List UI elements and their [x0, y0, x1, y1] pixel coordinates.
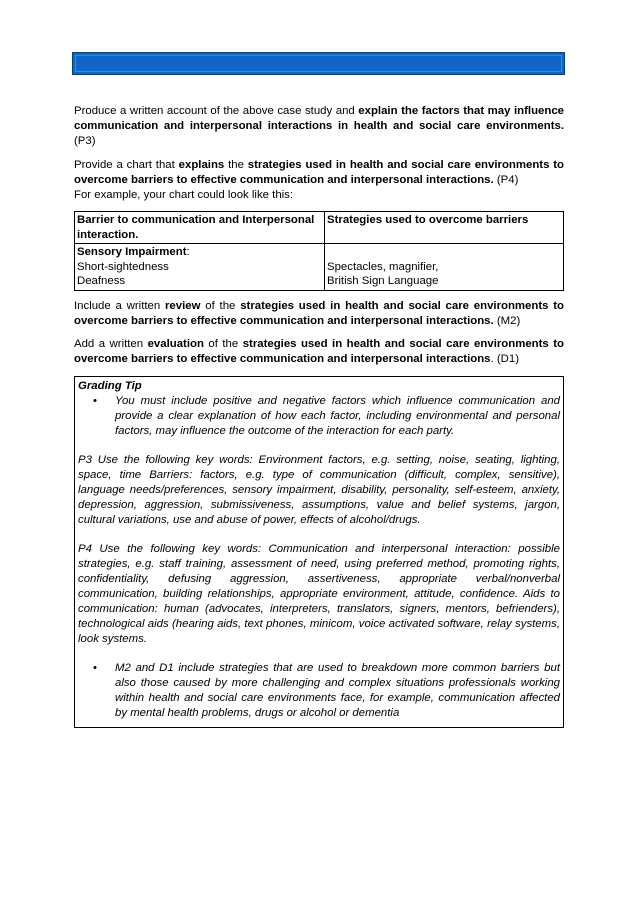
list-item	[93, 661, 560, 721]
document-body	[74, 104, 564, 728]
grading-tip-box	[74, 376, 564, 728]
example-chart-table	[74, 211, 564, 291]
grading-tip-title: Grading Tip	[78, 379, 142, 392]
task-p4: Provide a chart that explains the strategies used in health and social care environments to overcome barriers to effective communication and interpersonal interactions. (P4) For example, your chart could look like this:	[74, 158, 565, 202]
grading-tip-bullet-1: You must include positive and negative factors which influence communication and provide a clear explanation of how each factor, including environmental and personal factors, may influence the outcome of the interaction for each party.	[115, 394, 560, 437]
list-item	[93, 394, 560, 439]
task-p3: Produce a written account of the above case study and explain the factors that may influence communication and interpersonal interactions in health and social care environments. (P3)	[74, 105, 565, 148]
table-header-row	[75, 212, 564, 244]
table-header-strategies: Strategies used to overcome barriers	[325, 212, 564, 244]
task-d1: Add a written evaluation of the strategies used in health and social care environments to overcome barriers to effective communication and interpersonal interactions. (D1)	[74, 338, 564, 366]
table-row	[75, 244, 564, 291]
bullet-icon: •	[93, 661, 97, 674]
grading-tip-p4: P4 Use the following key words: Communication and interpersonal interaction: possible strategies, e.g. staff training, assessment of need, using preferred method, promoting rights, confidentiality, defusing aggression, assertiveness, appropriate verbal/nonverbal communication, building relationships, appropriate environment, attitude, confidence. Aids to communication: human (advocates, interpreters, translators, signers, mentors, befrienders), technological aids (hearing aids, text phones, minicom, voice activated software, relay systems, look systems.	[78, 542, 560, 645]
grading-tip-bullet-2: M2 and D1 include strategies that are used to breakdown more common barriers but also those caused by more challenging and complex situations professionals working within health and social care environments face, for example, communication affected by mental health problems, drugs or alcohol or dementia	[115, 661, 560, 719]
bullet-icon: •	[93, 394, 97, 407]
task-m2: Include a written review of the strategies used in health and social care environments to overcome barriers to effective communication and interpersonal interactions. (M2)	[74, 299, 565, 327]
grading-tip-p3: P3 Use the following key words: Environment factors, e.g. setting, noise, seating, lighting, space, time Barriers: factors, e.g. type of communication (difficult, complex, sensitive), language needs/preferences, sensory impairment, disability, personality, self-esteem, anxiety, depression, aggression, submissiveness, assumptions, value and belief systems, jargon, cultural variations, use and abuse of power, effects of alcohol/drugs.	[78, 453, 560, 526]
table-cell-strategies: Spectacles, magnifier, British Sign Language	[325, 244, 564, 291]
table-header-barrier: Barrier to communication and Interpersonal interaction.	[75, 212, 325, 244]
header-bar	[72, 52, 565, 75]
table-cell-barriers: Sensory Impairment: Short-sightedness Deafness	[75, 244, 325, 291]
